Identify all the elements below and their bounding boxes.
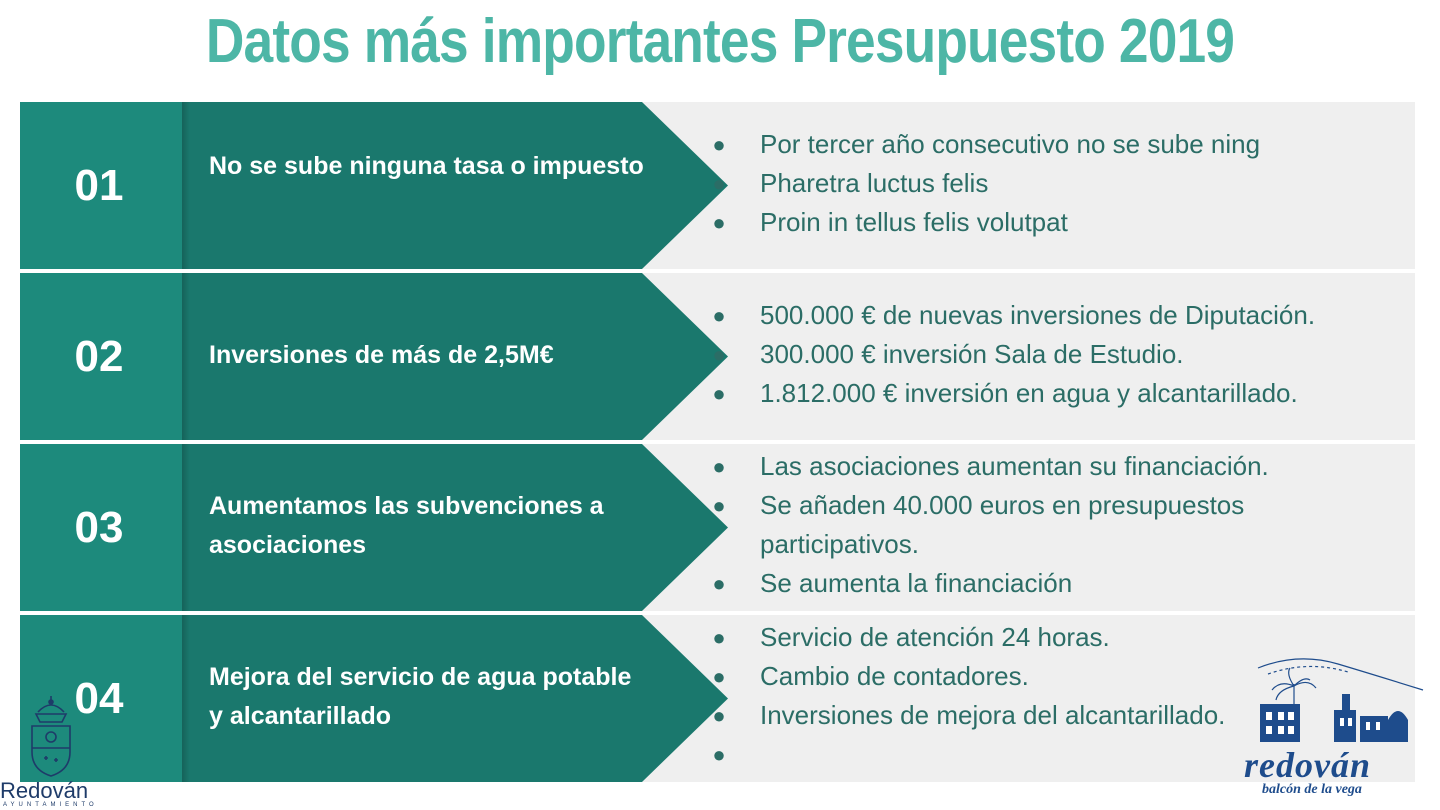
item-number: 02	[20, 273, 182, 440]
bullet-item	[707, 657, 1225, 696]
bullet-dot: ●	[712, 454, 726, 479]
bullet-list	[707, 618, 1226, 767]
item-row-3	[20, 444, 1415, 611]
bullet-text: Las asociaciones aumentan su financiación.	[760, 451, 1269, 481]
bullet-list	[707, 447, 1380, 603]
bullet-dot: ●	[712, 303, 726, 328]
bullet-item	[707, 374, 1315, 413]
bullet-dot: ●	[712, 493, 726, 518]
bullet-item	[707, 696, 1225, 735]
bullet-item	[707, 296, 1315, 335]
item-row-4	[20, 615, 1415, 782]
bullet-dot: ●	[712, 625, 726, 650]
bullet-item	[707, 486, 1380, 564]
bullet-text: Inversiones de mejora del alcantarillado.	[760, 700, 1226, 730]
bullet-dot: ●	[712, 703, 726, 728]
bullet-item	[707, 203, 1260, 242]
bullet-item	[707, 164, 1260, 203]
bullet-dot: ●	[712, 664, 726, 689]
bullet-dot: ●	[712, 381, 726, 406]
item-row-2	[20, 273, 1415, 440]
arrow-shadow	[182, 615, 190, 782]
bullet-text: Proin in tellus felis volutpat	[760, 207, 1068, 237]
item-number: 01	[20, 102, 182, 269]
bullet-dot: ●	[712, 171, 726, 196]
item-heading: Aumentamos las subvenciones a asociaciones	[209, 492, 604, 559]
bullet-text: 500.000 € de nuevas inversiones de Diputación.	[760, 300, 1316, 330]
crest-subtitle: AYUNTAMIENTO	[3, 802, 98, 808]
bullet-item	[707, 335, 1315, 374]
bullet-list	[707, 125, 1260, 242]
bullet-dot: ●	[712, 342, 726, 367]
bullet-list	[707, 296, 1315, 413]
arrow-shadow	[182, 444, 190, 611]
item-row-1	[20, 102, 1415, 269]
logo-name: redován	[1244, 745, 1371, 785]
bullet-dot: ●	[712, 571, 726, 596]
bullet-text: Servicio de atención 24 horas.	[760, 622, 1110, 652]
arrow-shadow	[182, 273, 190, 440]
bullet-item	[707, 447, 1380, 486]
page-title: Datos más importantes Presupuesto 2019	[205, 7, 1235, 76]
bullet-item	[707, 564, 1380, 603]
bullet-dot: ●	[712, 742, 726, 767]
item-heading: Inversiones de más de 2,5M€	[209, 341, 554, 369]
bullet-dot: ●	[712, 132, 726, 157]
item-heading: Mejora del servicio de agua potable y alcantarillado	[209, 663, 632, 730]
bullet-text: Por tercer año consecutivo no se sube ning	[760, 129, 1261, 159]
bullet-text: 300.000 € inversión Sala de Estudio.	[760, 339, 1184, 369]
bullet-text: 1.812.000 € inversión en agua y alcantarillado.	[760, 378, 1298, 408]
bullet-item	[707, 618, 1225, 657]
item-number: 04	[20, 615, 182, 782]
logo-tagline: balcón de la vega	[1262, 782, 1362, 797]
bullet-text: Cambio de contadores.	[760, 661, 1029, 691]
bullet-dot: ●	[712, 210, 726, 235]
arrow-shadow	[182, 102, 190, 269]
bullet-item	[707, 125, 1260, 164]
crest-name: Redován	[0, 778, 89, 803]
item-heading: No se sube ninguna tasa o impuesto	[209, 152, 644, 180]
bullet-text: Se añaden 40.000 euros en presupuestos participativos.	[760, 490, 1245, 559]
bullet-text: Se aumenta la financiación	[760, 568, 1073, 598]
bullet-text: Pharetra luctus felis	[760, 168, 989, 198]
item-number: 03	[20, 444, 182, 611]
